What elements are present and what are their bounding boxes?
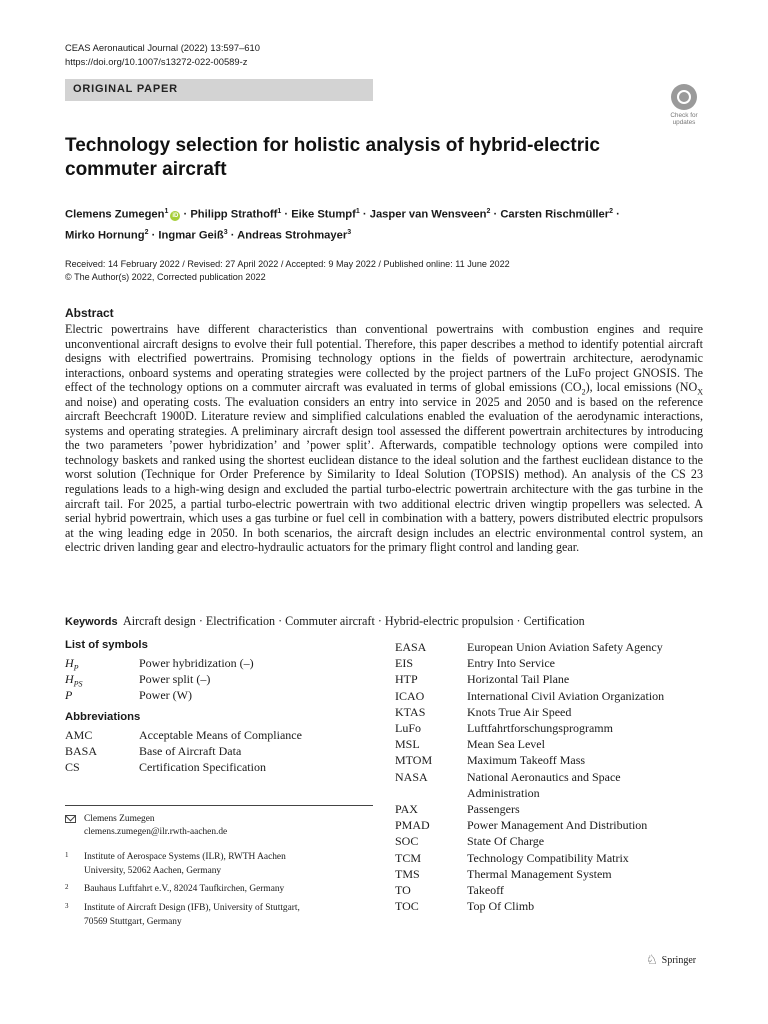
abbreviation: MTOM: [395, 753, 433, 768]
paper-title: Technology selection for holistic analysis of hybrid-electric commuter aircraft: [65, 135, 600, 180]
author-name[interactable]: Mirko Hornung: [65, 229, 145, 242]
affiliation-text: Bauhaus Luftfahrt e.V., 82024 Taufkirchen, Germany: [84, 884, 285, 894]
abbreviation: TO: [395, 883, 411, 897]
copyright-line: © The Author(s) 2022, Corrected publication 2022: [65, 272, 266, 282]
corresponding-email[interactable]: clemens.zumegen@ilr.rwth-aachen.de: [84, 827, 228, 837]
abbreviation: TOC: [395, 899, 419, 914]
abbreviation-description: Technology Compatibility Matrix: [467, 850, 629, 865]
abbreviation: ICAO: [395, 688, 425, 703]
publication-dates: [65, 258, 705, 284]
abbreviation: BASA: [65, 744, 98, 759]
author-name[interactable]: Clemens Zumegen: [65, 208, 165, 221]
abbreviation-description: Thermal Management System: [467, 866, 612, 881]
affiliation-number: 1: [65, 851, 69, 859]
abbreviation: TCM: [395, 850, 422, 865]
abbreviation: NASA: [395, 769, 428, 784]
abstract-body: Electric powertrains have different characteristics than conventional powertrains with combustion engines and require unconventional aircraft designs to evolve their full potential. Therefore, this paper describes a method to identify potential aircraft designs with electrified powertrains. Promising technology options in the fields of powertrain architecture, aerodynamic interactions, onboard systems and operating strategies were collected by the project partners of the LuFo project GNOSIS. The effect of the technology options on a commuter aircraft was evaluated in terms of global emissions $(CO_2)$, local emissions ($NO_X$ and noise) and operating costs. The evaluation considers an entry into service in 2025 and 2050 and is based on the reference aircraft Beechcraft 1900D. Literature review and simplified calculations enabled the evaluation of the aerodynamic interactions, systems and operating strategies. A preliminary aircraft design tool assessed the different powertrain architectures by introducing the two parameters ’power hybridization’ and ’power split’. Afterwards, compatible technology options were compiled into technology baskets and ranked using the shortest euclidean distance to the ideal solution and the farthest euclidean distance to the worst solution (Technique for Order Preference by Similarity to Ideal Solution (TOPSIS) method). An analysis of the CS 23 regulations leads to a high-wing design and excluded the partial turbo-electric powertrain architecture with the gas turbine in the aircraft tail. For 2025, a partial turbo-electric powertrain with two additional electric driven wingtip propellers was selected. A serial hybrid powertrain, which uses a gas turbine or fuel cell in combination with a battery, powers distributed electric propulsors at the wing leading edge in 2050. In both scenarios, the aircraft design includes an electric environmental control system, an electric driven landing gear and electro-hydraulic actuators for the primary flight control and landing gear.: [65, 322, 704, 555]
author-list: Clemens Zumegen$^1$iD · Philipp Strathoff$^1$ · Eike Stumpf$^1$ · Jasper van Wensveen$^2$ · Carsten Rischmüller$^2$ · Mirko Hornung$^2$ · Ingmar Geiß$^3$ · Andreas Strohmayer$^3$: [65, 208, 620, 242]
affiliation-number: 3: [65, 902, 69, 910]
symbol-description: Power (W): [139, 688, 192, 702]
abbreviation-description: Horizontal Tail Plane: [467, 672, 570, 687]
check-for-updates-text: Check for updates: [670, 112, 698, 126]
abbreviation-description: Acceptable Means of Compliance: [139, 728, 302, 742]
symbol-description: Power hybridization (–): [139, 656, 254, 670]
abbreviation: PAX: [395, 802, 418, 816]
keywords-label: Keywords: [65, 616, 118, 628]
abbreviation-description: Entry Into Service: [467, 656, 555, 671]
publisher-name: Springer: [661, 954, 697, 966]
abbreviation-description: Mean Sea Level: [467, 737, 545, 752]
author-name[interactable]: Andreas Strohmayer: [237, 229, 348, 242]
symbol-description: Power split (–): [139, 672, 211, 686]
abbreviation-description: State Of Charge: [467, 834, 545, 849]
envelope-icon: [65, 815, 76, 823]
abbreviation-description: European Union Aviation Safety Agency: [467, 640, 663, 654]
abbreviation: CS: [65, 760, 80, 775]
journal-citation: CEAS Aeronautical Journal (2022) 13:597–610: [65, 42, 260, 53]
author-name[interactable]: Philipp Strathoff: [190, 208, 278, 221]
abbreviation-description: Power Management And Distribution: [467, 818, 648, 833]
author-name[interactable]: Eike Stumpf: [291, 208, 356, 221]
symbol: $H_{PS}$: [65, 672, 83, 689]
abstract-heading: Abstract: [65, 306, 114, 320]
abbreviation: TMS: [395, 866, 420, 881]
springer-horse-icon: ♘: [646, 952, 658, 967]
abbreviation: EASA: [395, 640, 427, 654]
abbreviation-description: Luftfahrtforschungsprogramm: [467, 721, 613, 735]
author-affiliation: 2: [609, 208, 614, 215]
abbreviation-description: Base of Aircraft Data: [139, 744, 242, 759]
abbreviation: PMAD: [395, 818, 430, 833]
abbreviation: MSL: [395, 737, 420, 752]
author-affiliation: 1: [355, 208, 360, 215]
abbreviation-description: Administration: [467, 785, 540, 800]
footnote-divider: [65, 805, 373, 806]
abbreviation-description: Maximum Takeoff Mass: [467, 753, 586, 768]
keywords-text: Aircraft design · Electrification · Commuter aircraft · Hybrid-electric propulsion · Certification: [122, 614, 585, 628]
check-for-updates-icon: [671, 84, 697, 110]
keywords-line: [65, 614, 705, 629]
symbols-heading: List of symbols: [65, 639, 148, 651]
abbreviation: HTP: [395, 672, 418, 687]
history-dates: Received: 14 February 2022 / Revised: 27 April 2022 / Accepted: 9 May 2022 / Published online: 11 June 2022: [65, 259, 510, 269]
orcid-icon[interactable]: iD: [172, 212, 179, 219]
author-name[interactable]: Jasper van Wensveen: [369, 208, 487, 221]
author-name[interactable]: Ingmar Geiß: [158, 229, 224, 242]
affiliation-number: 2: [65, 883, 69, 891]
abbreviation-description: Passengers: [467, 802, 520, 816]
corresponding-author: Clemens Zumegen: [84, 814, 155, 824]
abbreviation-description: International Civil Aviation Organization: [467, 688, 665, 703]
abbreviation: SOC: [395, 834, 419, 849]
abbreviation-description: Certification Specification: [139, 760, 266, 775]
check-for-updates-badge[interactable]: [664, 84, 704, 126]
article-type-banner: [65, 79, 373, 101]
author-affiliation: 1: [277, 208, 282, 215]
abbreviation-description: Top Of Climb: [467, 899, 535, 914]
abbreviation-description: National Aeronautics and Space: [467, 769, 621, 784]
symbol: $H_P$: [65, 656, 79, 673]
author-affiliation: 2: [486, 208, 491, 215]
doi-link[interactable]: https://doi.org/10.1007/s13272-022-00589-z: [65, 56, 248, 67]
abbreviation-description: Takeoff: [467, 883, 504, 897]
author-affiliation: 2: [144, 228, 149, 236]
abbreviation-description: Knots True Air Speed: [467, 704, 572, 719]
affiliation-text: Institute of Aerospace Systems (ILR), RWTH Aachen University, 52062 Aachen, Germany: [84, 852, 286, 876]
abbreviation: EIS: [395, 656, 413, 671]
abbreviations-heading: Abbreviations: [65, 711, 141, 723]
abbreviation: AMC: [65, 728, 93, 742]
abbreviation: KTAS: [395, 704, 426, 719]
article-type-label: ORIGINAL PAPER: [73, 83, 178, 95]
symbol: P: [65, 688, 73, 702]
author-name[interactable]: Carsten Rischmüller: [500, 208, 610, 221]
author-affiliation: 1: [164, 208, 169, 215]
journal-header: [65, 41, 260, 69]
publisher-logo: [646, 952, 696, 968]
author-affiliation: 3: [223, 228, 228, 236]
affiliation-text: Institute of Aircraft Design (IFB), University of Stuttgart, 70569 Stuttgart, Germany: [84, 903, 300, 927]
abbreviation: LuFo: [395, 721, 422, 735]
author-affiliation: 3: [347, 228, 352, 236]
